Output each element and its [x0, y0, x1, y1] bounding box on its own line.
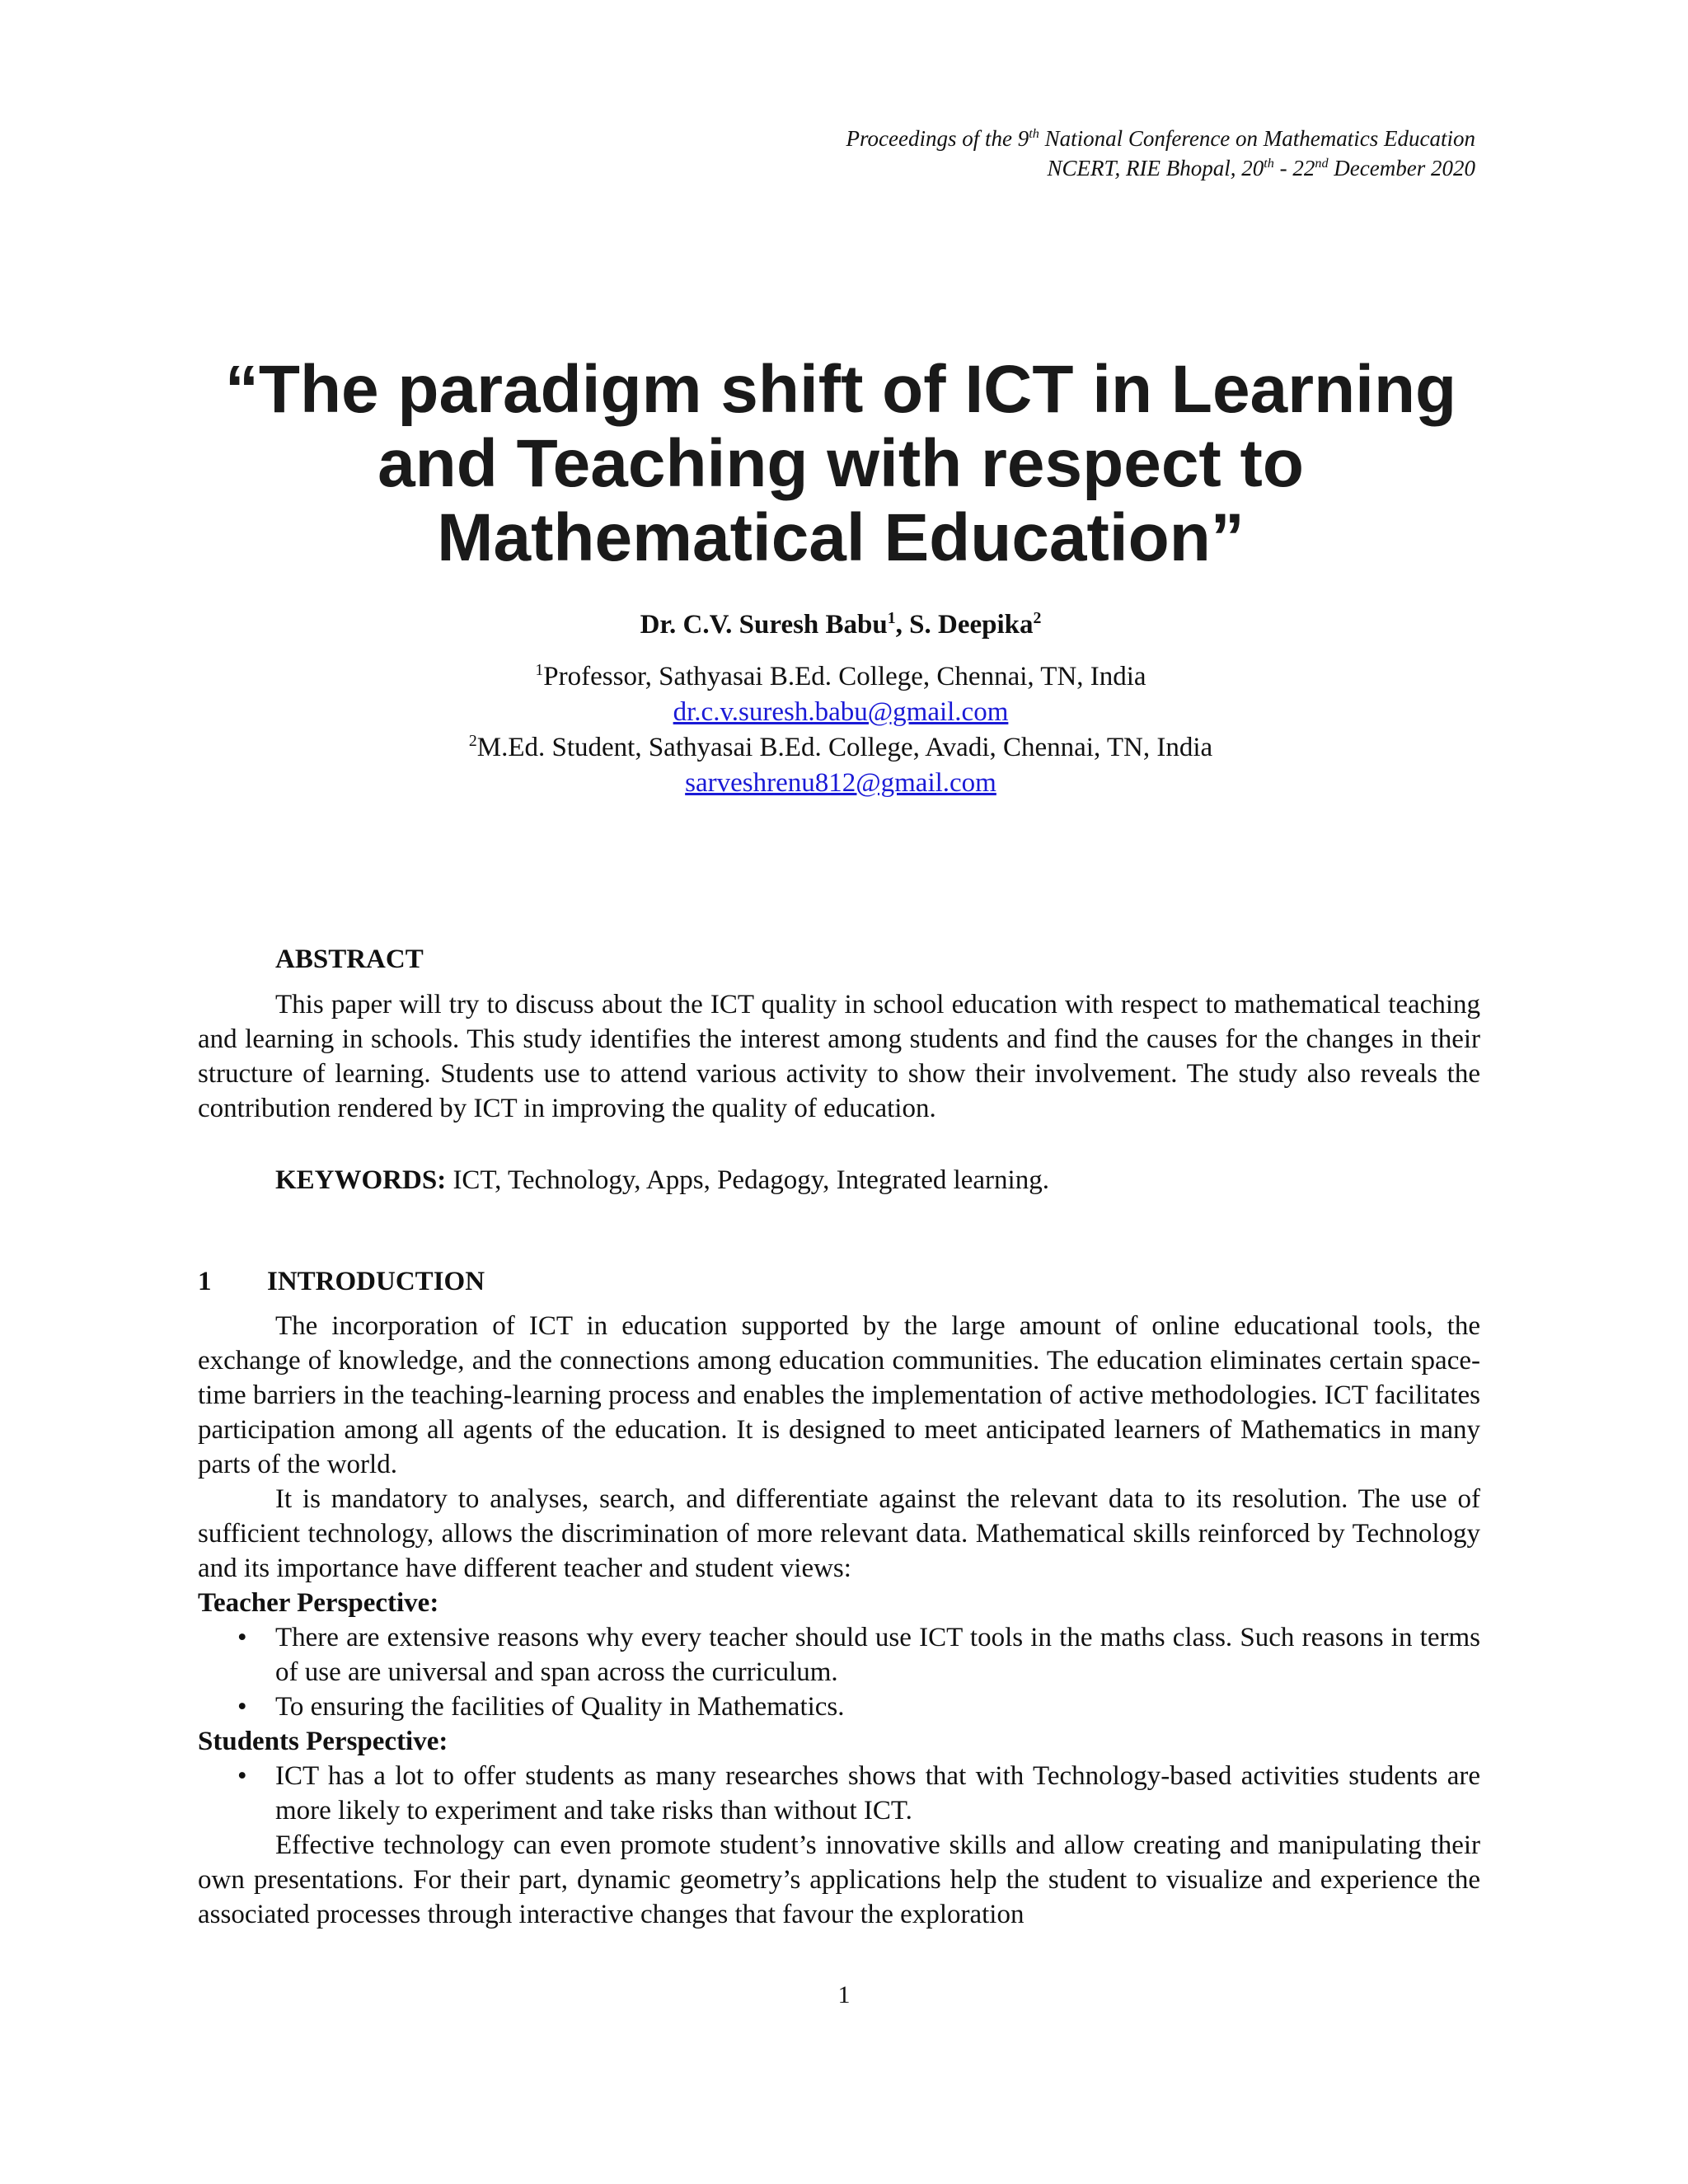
intro-paragraph-2: It is mandatory to analyses, search, and differentiate against the relevant data to its resolution. The use of sufficient technology, allows the discrimination of more relevant data. Mathematical skills reinforced by Technology and its importance have different teacher and student views: [198, 1484, 1480, 1583]
list-item: • To ensuring the facilities of Quality in Mathematics. [198, 1690, 1480, 1724]
abstract-text: This paper will try to discuss about the ICT quality in school education with respect to mathematical teaching and learning in schools. This study identifies the interest among students and find the causes for the changes in their structure of learning. Students use to attend various activity to show their involvement. The study also reveals the contribution rendered by ICT in improving the quality of education. [198, 990, 1480, 1123]
page-number: 1 [837, 1981, 851, 2008]
affiliation-2: $^2$M.Ed. Student, Sathyasai B.Ed. College, Avadi, Chennai, TN, India [468, 732, 1213, 762]
student-bullet-list [198, 1759, 1480, 1828]
author-1: Dr. C.V. Suresh Babu [640, 610, 888, 640]
paper-title [165, 353, 1517, 575]
bullet-icon: • [237, 1623, 247, 1652]
intro-paragraph-1: The incorporation of ICT in education supported by the large amount of online educational tools, the exchange of knowledge, and the connections among education communities. The education eliminates certain space-time barriers in the teaching-learning process and enables the implementation of active methodologies. ICT facilitates participation among all agents of the education. It is designed to meet anticipated learners of Mathematics in many parts of the world. [198, 1311, 1480, 1479]
students-perspective-heading: Students Perspective: [198, 1727, 448, 1756]
teacher-perspective-heading: Teacher Perspective: [198, 1588, 439, 1618]
introduction-body [198, 1309, 1480, 1932]
teacher-bullet-list [198, 1620, 1480, 1724]
author-2: S. Deepika [909, 610, 1034, 640]
keywords [275, 1165, 1049, 1196]
header-line-2: NCERT, RIE Bhopal, 20th - 22nd December 2020 [1047, 156, 1475, 180]
running-header [846, 124, 1475, 183]
intro-paragraph-3: Effective technology can even promote student’s innovative skills and allow creating and manipulating their own presentations. For their part, dynamic geometry’s applications help the student to visualize and experience the associated processes through interactive changes that favour the exploration [198, 1830, 1480, 1929]
title-line-2: and Teaching with respect to [377, 426, 1304, 501]
bullet-icon: • [237, 1692, 247, 1722]
bullet-icon: • [237, 1761, 247, 1791]
email-link-1[interactable]: dr.c.v.suresh.babu@gmail.com [673, 697, 1009, 727]
keywords-text: ICT, Technology, Apps, Pedagogy, Integrated learning. [446, 1165, 1049, 1195]
header-line-1: Proceedings of the 9th National Conference on Mathematics Education [846, 126, 1475, 151]
section-heading-introduction: 1 INTRODUCTION [198, 1267, 485, 1296]
abstract-heading: ABSTRACT [275, 944, 424, 974]
affiliation-1: $^1$Professor, Sathyasai B.Ed. College, Chennai, TN, India [535, 661, 1146, 691]
title-line-1: “The paradigm shift of ICT in Learning [224, 352, 1457, 427]
abstract-body [198, 987, 1480, 1126]
author-list: Dr. C.V. Suresh Babu$^1$, S. Deepika$^2$ [640, 609, 1042, 640]
keywords-label: KEYWORDS: [275, 1165, 447, 1195]
affiliations [165, 659, 1517, 801]
list-item: • ICT has a lot to offer students as many researches shows that with Technology-based activities students are more likely to experiment and take risks than without ICT. [198, 1759, 1480, 1828]
list-item: • There are extensive reasons why every teacher should use ICT tools in the maths class. Such reasons in terms of use are universal and span across the curriculum. [198, 1620, 1480, 1690]
title-line-3: Mathematical Education” [437, 500, 1245, 575]
email-link-2[interactable]: sarveshrenu812@gmail.com [685, 768, 996, 798]
